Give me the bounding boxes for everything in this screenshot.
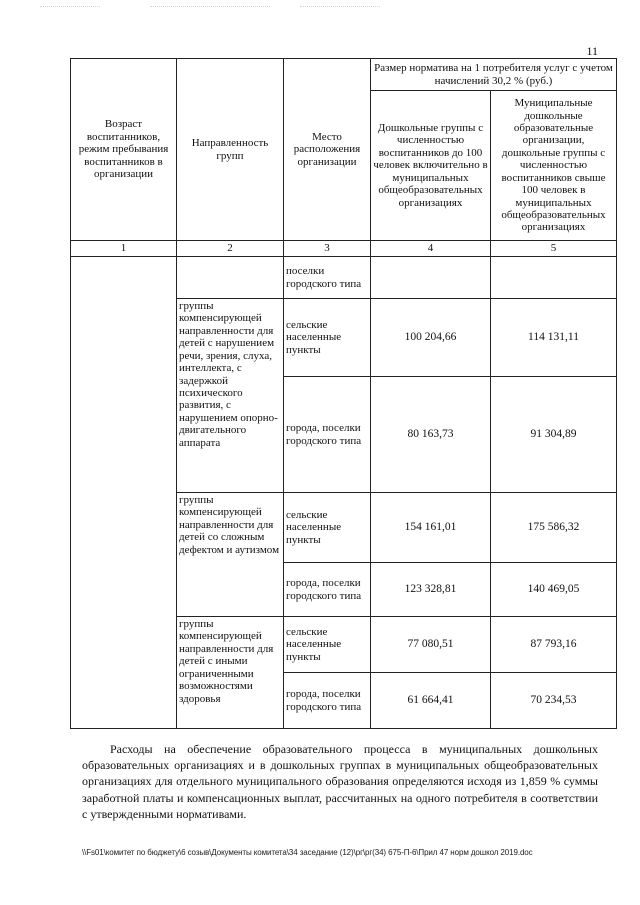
value-cell-empty [491,257,617,299]
header-direction: Направленность групп [177,59,284,241]
value-cell: 175 586,32 [491,493,617,563]
col-number: 4 [371,241,491,257]
scan-noise [300,6,380,8]
scan-noise [40,6,100,8]
direction-cell: группы компенсирующей направленности для детей с иными ограниченными возможностями здоровья [177,617,284,729]
direction-cell: группы компенсирующей направленности для детей с нарушением речи, зрения, слуха, интеллекта, с задержкой психического развития, с нарушением опорно-двигательного аппарата [177,299,284,493]
location-cell: поселки городского типа [284,257,371,299]
page-number: 11 [586,44,598,58]
header-age: Возраст воспитанников, режим пребывания воспитанников в организации [71,59,177,241]
value-cell: 80 163,73 [371,377,491,493]
value-cell-empty [371,257,491,299]
location-cell: города, поселки городского типа [284,377,371,493]
norms-table [70,58,617,729]
value-cell: 87 793,16 [491,617,617,673]
col-number: 5 [491,241,617,257]
value-cell: 154 161,01 [371,493,491,563]
value-cell: 100 204,66 [371,299,491,377]
location-cell: сельские населенные пункты [284,493,371,563]
location-cell: сельские населенные пункты [284,299,371,377]
value-cell: 70 234,53 [491,673,617,729]
direction-cell-empty [177,257,284,299]
header-col5: Муниципальные дошкольные образовательные организации, дошкольные группы с численностью воспитанников свыше 100 человек в муниципальных общеобразовательных организациях [491,91,617,241]
value-cell: 114 131,11 [491,299,617,377]
value-cell: 140 469,05 [491,563,617,617]
value-cell: 77 080,51 [371,617,491,673]
age-cell-empty [71,257,177,729]
direction-cell: группы компенсирующей направленности для детей со сложным дефектом и аутизмом [177,493,284,617]
col-number: 2 [177,241,284,257]
location-cell: сельские населенные пункты [284,617,371,673]
col-number: 3 [284,241,371,257]
value-cell: 91 304,89 [491,377,617,493]
location-cell: города, поселки городского типа [284,563,371,617]
expenses-paragraph: Расходы на обеспечение образовательного процесса в муниципальных дошкольных образовательных организациях и в дошкольных группах в муниципальных общеобразовательных организациях для отдельного муниципального образования определяются исходя из 1,859 % суммы заработной платы и компенсационных выплат, рассчитанных на одного потребителя в соответствии с утвержденными нормативами. [82,742,598,821]
value-cell: 61 664,41 [371,673,491,729]
scan-noise [150,6,270,8]
file-path-footer: \\Fs01\комитет по бюджету\6 созыв\Документы комитета\34 заседание (12)\рг\рг(34) 675-П-6\Прил 47 норм дошкол 2019.doc [82,848,533,857]
header-norm-size: Размер норматива на 1 потребителя услуг с учетом начислений 30,2 % (руб.) [371,59,617,91]
col-number: 1 [71,241,177,257]
location-cell: города, поселки городского типа [284,673,371,729]
value-cell: 123 328,81 [371,563,491,617]
header-col4: Дошкольные группы с численностью воспитанников до 100 человек включительно в муниципальных общеобразовательных организациях [371,91,491,241]
header-location: Место расположения организации [284,59,371,241]
